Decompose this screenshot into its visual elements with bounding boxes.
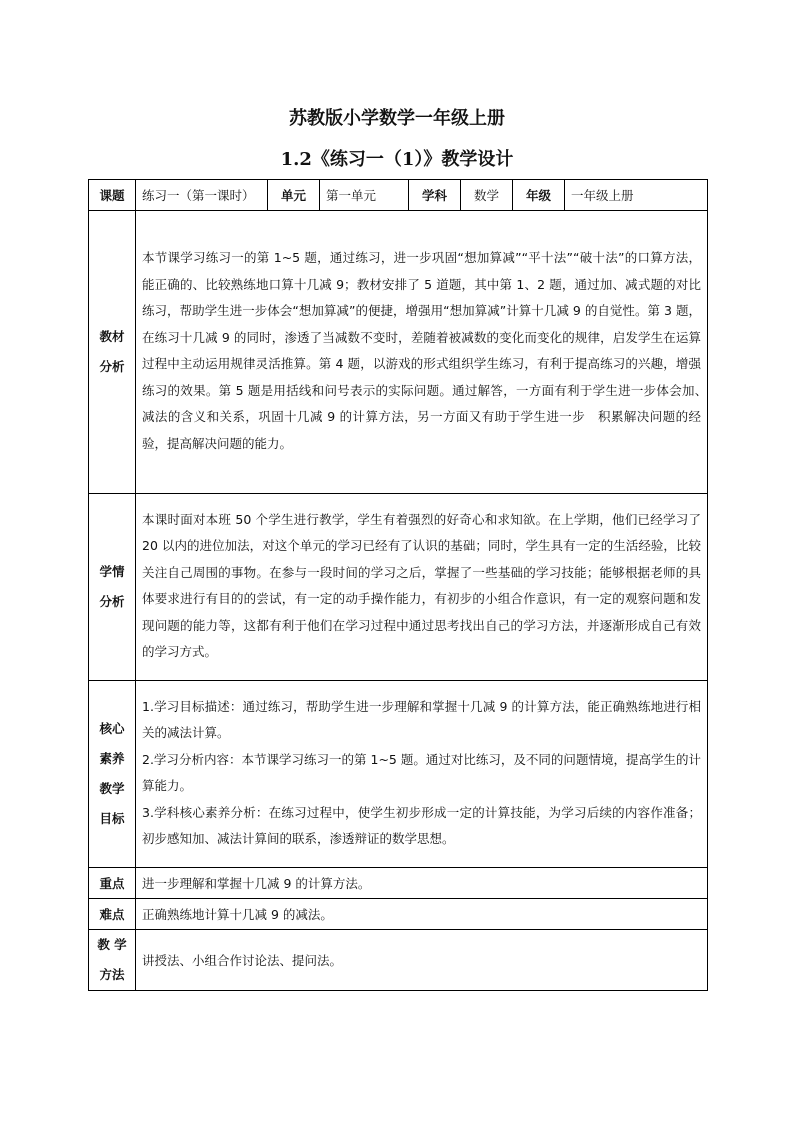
textbook-analysis-row [89,211,708,494]
topic-label: 课题 [89,180,136,211]
core-goals-label: 核心 素养 教学 目标 [89,681,136,868]
grade-value: 一年级上册 [565,180,708,211]
key-point-row [89,868,708,899]
textbook-analysis-label: 教材 分析 [89,211,136,494]
core-goals-content [136,681,708,868]
unit-label: 单元 [268,180,320,211]
grade-label: 年级 [513,180,565,211]
goal-item: 2.学习分析内容：本节课学习练习一的第 1~5 题。通过对比练习，及不同的问题情境，提高学生的计算能力。 [142,751,701,793]
unit-value: 第一单元 [320,180,409,211]
document-title: 苏教版小学数学一年级上册 [289,108,505,129]
header-row [89,180,708,211]
key-point-label: 重点 [89,868,136,899]
topic-value: 练习一（第一课时） [136,180,268,211]
key-point-content: 进一步理解和掌握十几减 9 的计算方法。 [136,868,708,899]
difficulty-row [89,899,708,930]
textbook-analysis-content: 本节课学习练习一的第 1~5 题，通过练习，进一步巩固“想加算减”“平十法”“破十法”的口算方法，能正确的、比较熟练地口算十几减 9；教材安排了 5 道题，其中第 1、2 题，通过加、减式题的对比练习，帮助学生进一步体会“想加算减”的便捷，增强用“想加算减”计算十几减 9 的自觉性。第 3 题，在练习十几减 9 的同时，渗透了当减数不变时，差随着被减数的变化而变化的规律，启发学生在运算过程中主动运用规律灵活推算。第 4 题，以游戏的形式组织学生练习，有利于提高练习的兴趣，增强练习的效果。第 5 题是用括线和问号表示的实际问题。通过解答，一方面有利于学生进一步体会加、 减法的含义和关系，巩固十几减 9 的计算方法，另一方面又有助于学生进一步 积累解决问题的经验，提高解决问题的能力。 [136,211,708,494]
teaching-method-row [89,930,708,991]
document-subtitle: 1.2《练习一（1）》教学设计 [280,149,514,170]
subject-value: 数学 [461,180,513,211]
core-goals-row [89,681,708,868]
student-analysis-row [89,494,708,681]
goal-item: 3.学科核心素养分析：在练习过程中，使学生初步形成一定的计算技能，为学习后续的内容作准备；初步感知加、减法计算间的联系，渗透辩证的数学思想。 [142,804,701,846]
difficulty-content: 正确熟练地计算十几减 9 的减法。 [136,899,708,930]
teaching-method-label: 教 学 方法 [89,930,136,991]
difficulty-label: 难点 [89,899,136,930]
teaching-method-content: 讲授法、小组合作讨论法、提问法。 [136,930,708,991]
student-analysis-label: 学情 分析 [89,494,136,681]
goal-item: 1.学习目标描述：通过练习，帮助学生进一步理解和掌握十几减 9 的计算方法，能正确熟练地进行相关的减法计算。 [142,698,701,740]
lesson-plan-table [88,179,714,991]
student-analysis-content: 本课时面对本班 50 个学生进行教学，学生有着强烈的好奇心和求知欲。在上学期，他们已经学习了 20 以内的进位加法，对这个单元的学习已经有了认识的基础；同时，学生具有一定的生活经验，比较关注自己周围的事物。在参与一段时间的学习之后，掌握了一些基础的学习技能；能够根据老师的具体要求进行有目的的尝试，有一定的动手操作能力，有初步的小组合作意识，有一定的观察问题和发现问题的能力等，这都有利于他们在学习过程中通过思考找出自己的学习方法，并逐渐形成自己有效的学习方式。 [136,494,708,681]
subject-label: 学科 [409,180,461,211]
